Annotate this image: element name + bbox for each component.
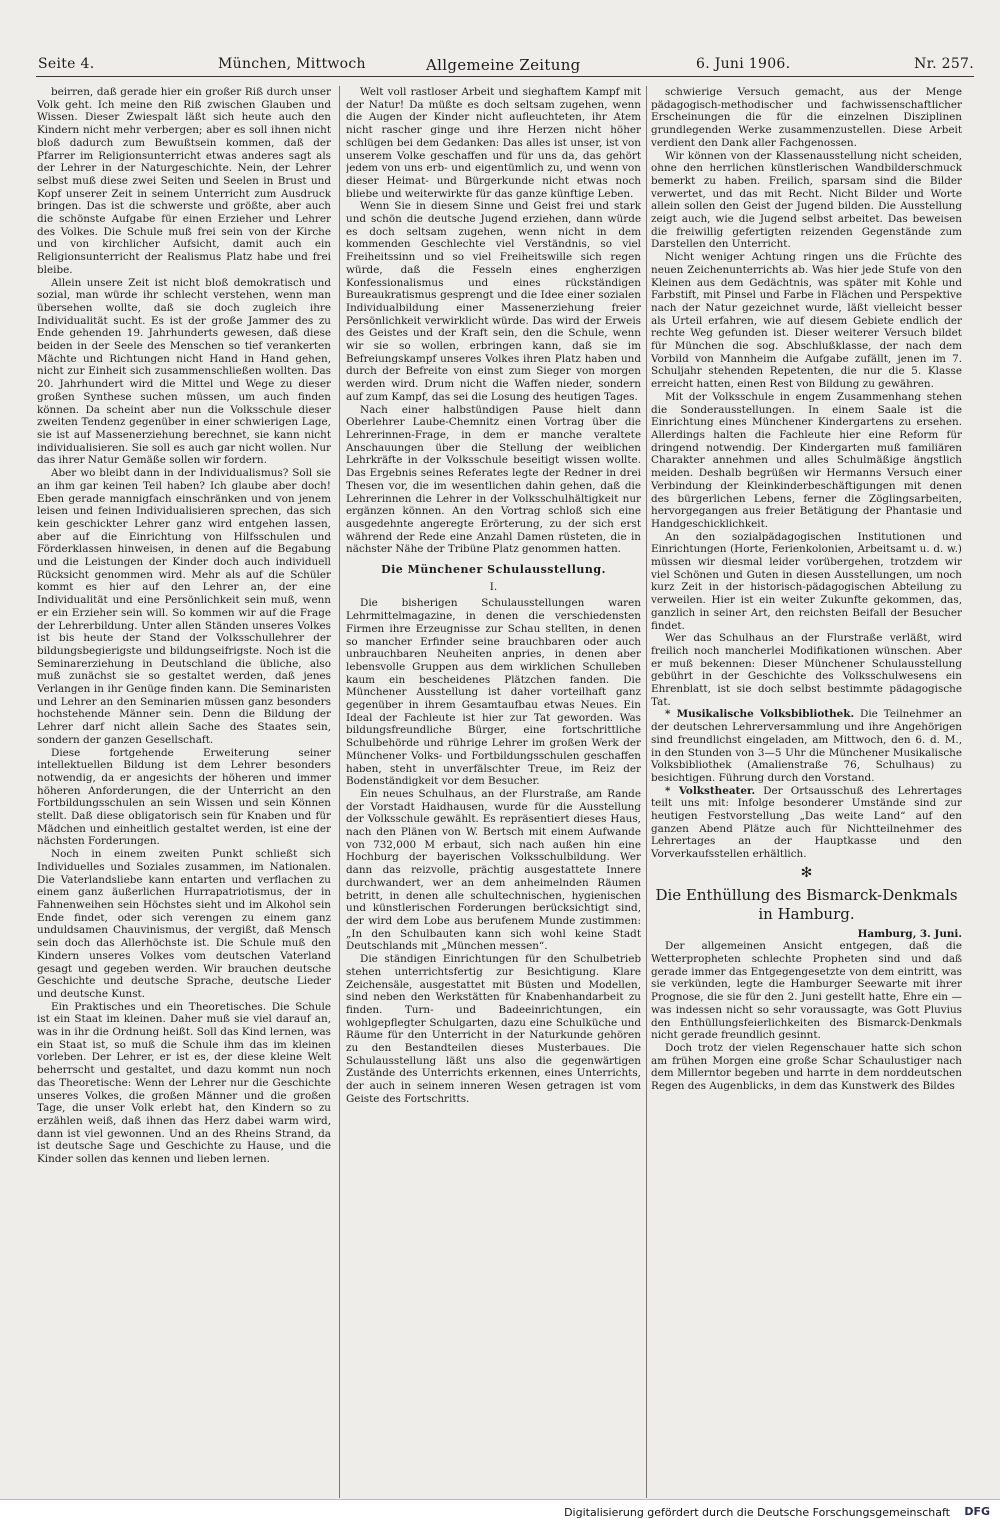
paragraph: Ein Praktisches und ein Theoretisches. Die Schule ist ein Staat im kleinen. Daher muß sie viel darauf an, was in ihr die Ordnung heißt. Soll das Kind lernen, was ein Staat ist, so muß die Schule ihm das im kleinen vorleben. Der Lehrer, er ist es, der diese kleine Welt beherrscht und gestaltet, und dazu kommt nun noch das Theoretische: Wenn der Lehrer nur die Geschichte unseres Volkes, die großen Männer und die großen Tage, die unser Volk erlebt hat, den Kindern so zu erzählen weiß, daß ihnen das Herz dabei warm wird, dann ist viel gewonnen. Und an des Rheins Strand, da ist deutsche Sage und Geschichte zu Hause, und die Kinder sollen das kennen und lieben lernen. bbox=[37, 1000, 331, 1166]
column-3 bbox=[651, 86, 962, 1498]
paragraph: Aber wo bleibt dann in der Individualismus? Soll sie an ihm gar keinen Teil haben? Ich glaube aber doch! Eben gerade mannigfach einschränken und von jenem leisen und feinen Individualisieren sprechen, das sich kein geschickter Lehrer ganz wird entgehen lassen, aber auf die Einrichtung von Hilfsschulen und Förderklassen hinweisen, in denen auf die Begabung und die Leistungen der Kinder doch auch individuell Rücksicht genommen wird. Mehr als auf die Schüler kommt es hier auf den Lehrer an, der eine Individualität und eine Persönlichkeit sein muß, wenn er ein Erzieher sein will. So kommen wir auf die Frage der Lehrerbildung. Unter allen Ständen unseres Volkes ist bis heute der Stand der Volksschullehrer der bildungsbegierigste und bildungseifrigste. Noch ist die Seminarerziehung in Deutschland die übliche, also muß zunächst sie so gestaltet werden, daß jenes Verlangen in ihr Genüge finden kann. Die Seminaristen und Lehrer an den Seminarien müssen ganz besonders hochstehende Männer sein. Denn die Bildung der Lehrer darf nicht allein Sache des Staates sein, sondern der ganzen Gesellschaft. bbox=[37, 467, 331, 746]
paragraph: Die ständigen Einrichtungen für den Schulbetrieb stehen unterrichtsfertig zur Besichtigung. Klare Zeichensäle, ausgestattet mit Büsten und Modellen, sind neben den Werkstätten für Knabenhandarbeit zu finden. Turn- und Badeeinrichtungen, ein wohlgepflegter Schulgarten, dazu eine Schulküche und Räume für den Unterricht in der Naturkunde gehören zu den Bestandteilen dieses Musterbaues. Die Schulausstellung läßt uns also die gegenwärtigen Zustände des Unterrichts erkennen, eines Unterrichts, der auch in seinem inneren Wesen getragen ist vom Geiste des Fortschritts. bbox=[346, 953, 641, 1105]
page-number: Seite 4. bbox=[38, 56, 95, 72]
paragraph: An den sozialpädagogischen Institutionen und Einrichtungen (Horte, Ferienkolonien, Arbeitsamt u. d. w.) müssen wir diesmal leider vorübergehen, trotzdem wir viel Schönen und Guten in diesen Ausstellungen, um noch kurz Zeit in der historisch-pädagogischen Abteilung zu verweilen. Hier ist ein weiter Zukunfte gekommen, das, ganzlich in seiner Art, den reichsten Beifall der Besucher findet. bbox=[651, 530, 962, 632]
article-title: Die Enthüllung des Bismarck-Denkmals in Hamburg. bbox=[655, 885, 958, 923]
paragraph: Noch in einem zweiten Punkt schließt sich Individuelles und Soziales zusammen, im Nationalen. Die Vaterlandsliebe kann entarten und verflachen zu einem ganz äußerlichen Hurrapatriotismus, der in Fahnenweihen sein Höchstes sieht und im Alkohol sein Ende findet, oder sich verengen zu einem ganz unduldsamen Chauvinismus, der vergißt, daß Mensch sein doch das Allerhöchste ist. Die Schule muß den Kindern unseres Volkes vom deutschen Vaterland gesagt und gegeben werden. Wir brauchen deutsche Geschichte und deutsche Sprache, deutsche Lieder und deutsche Kunst. bbox=[37, 848, 331, 1000]
paragraph: Nicht weniger Achtung ringen uns die Früchte des neuen Zeichenunterrichts ab. Was hier jede Stufe von den Kleinen aus dem Gedächtnis, was später mit Kohle und Farbstift, mit Pinsel und Farbe in Flächen und Perspektive nach der Natur gezeichnet wurde, läßt vielleicht besser als Urteil erfahren, wie auf diesem Gebiete endlich der rechte Weg gefunden ist. Dieser weiterer Versuch bildet für München die sog. Abschlußklasse, der nach dem Vorbild von Mannheim die Aufgabe zufällt, jenen im 7. Schuljahr stehenden Repetenten, die nur die 5. Klasse erreicht hatten, einen Rest von Bildung zu gewähren. bbox=[651, 251, 962, 391]
section-number: I. bbox=[489, 580, 498, 593]
paragraph: Wer das Schulhaus an der Flurstraße verläßt, wird freilich noch mancherlei Modifikationen wünschen. Aber er muß bekennen: Dieser Münchener Schulausstellung gebührt in der Geschichte des Volksschulwesens ein Ehrenblatt, ist sie doch selbst bestimmte pädagogische Tat. bbox=[651, 632, 962, 708]
header-rule bbox=[36, 76, 974, 77]
paragraph: Nach einer halbstündigen Pause hielt dann Oberlehrer Laube-Chemnitz einen Vortrag über die Lehrerinnen-Frage, in dem er manche veraltete Anschauungen über die Stellung der weiblichen Lehrkräfte in der Volksschule beseitigt wissen wollte. Das Ergebnis seines Referates legte der Redner in drei Thesen vor, die im wesentlichen dahin gehen, daß die Lehrerinnen die Lehrer in der Volksschulhältigkeit nur ergänzen können. An den Vortrag schloß sich eine ausgedehnte angeregte Erörterung, zu der sich erst während der Rede eine Anzahl Damen rüsteten, die in nächster Nähe der Tribüne Platz genommen hatten. bbox=[346, 403, 641, 556]
notice-text: Die Teilnehmer an der deutschen Lehrerversammlung und ihre Angehörigen sind freundlichst eingeladen, am Mittwoch, den 6. d. M., in den Stunden von 3—5 Uhr die Münchener Musikalische Volksbibliothek (Amalienstraße 76, Schulhaus) zu besichtigen. Führung durch den Vorstand. bbox=[651, 708, 962, 784]
dfg-logo: DFG bbox=[964, 1505, 990, 1518]
page-header bbox=[38, 56, 974, 78]
paragraph: Mit der Volksschule in engem Zusammenhang stehen die Sonderausstellungen. In einem Saale ist die Einrichtung eines Münchener Kindergartens zu ersehen. Allerdings halten die Fachleute hier eine Reform für dringend notwendig. Der Kindergarten muß familiären Charakter annehmen und alles Schulmäßige ängstlich meiden. Deshalb begrüßen wir Hermanns Versuch einer Verbindung der Kleinkinderbeschäftigungen mit denen des bürgerlichen Lebens, ferner die Zöglingsarbeiten, hervorgegangen aus freier Betätigung der Phantasie und Handgeschicklichkeit. bbox=[651, 390, 962, 530]
paragraph: schwierige Versuch gemacht, aus der Menge pädagogisch-methodischer und fachwissenschaftlicher Erscheinungen die für die einzelnen Disziplinen grundlegenden Werke zusammenzustellen. Diese Arbeit verdient den Dank aller Fachgenossen. bbox=[651, 86, 962, 149]
place-day: München, Mittwoch bbox=[218, 56, 366, 72]
paragraph: Wenn Sie in diesem Sinne und Geist frei und stark und schön die deutsche Jugend erziehen, dann würde es doch seltsam zugehen, wenn nicht in dem kommenden Geschlechte viel Verständnis, so viel Freiheitssinn und so viel Freiheitswille sich regen würde, daß die Fesseln eines engherzigen Konfessionalismus und eines rückständigen Bureaukratismus gesprengt und die Idee einer sozialen Individualbildung einer Massenerziehung freier Persönlichkeit verwirklicht würde. Das wird der Erweis des Geistes und der Kraft sein, den die Schule, wenn wir sie so wollen, erbringen kann, daß sie im Befreiungskampf unseres Volkes ihren Platz haben und durch der Befreite von einst zum Sieger von morgen werden wird. Drum nicht die Waffen nieder, sondern auf zum Kampf, das sei die Losung des heutigen Tages. bbox=[346, 200, 641, 403]
paragraph: Diese fortgehende Erweiterung seiner intellektuellen Bildung ist dem Lehrer besonders notwendig, da er angesichts der höheren und immer höheren Anforderungen, die der Unterricht an den Fortbildungsschulen an sein Wissen und sein Können stellt. Daß diese obligatorisch sein für Knaben und für Mädchen und einheitlich gestaltet werden, ist eine der nächsten Forderungen. bbox=[37, 746, 331, 848]
section-ornament: ✻ bbox=[800, 864, 813, 881]
column-divider bbox=[646, 86, 647, 1498]
funding-credit: Digitalisierung gefördert durch die Deutsche Forschungsgemeinschaft bbox=[564, 1506, 950, 1519]
notice-item bbox=[651, 785, 962, 861]
paragraph: Die bisherigen Schulausstellungen waren Lehrmittelmagazine, in denen die verschiedensten Firmen ihre Erzeugnisse zur Schau stellten, in denen so mancher Erfinder seine brauchbaren oder auch unbrauchbaren Neuheiten anpries, in denen aber lebensvolle Gruppen aus dem wirklichen Schulleben kaum ein bescheidenes Plätzchen fanden. Die Münchener Ausstellung ist daher vorteilhaft ganz gegenüber in ihrem Gesamtaufbau etwas Neues. Ein Ideal der Fachleute ist hier zur Tat geworden. Was bildungsfreundliche Bürger, eine fortschrittliche Schulbehörde und rührige Lehrer im großen Werk der Münchener Volks- und Fortbildungsschulen geschaffen haben, steht in unverfälschter Treue, im Reiz der Bodenständigkeit vor dem Besucher. bbox=[346, 597, 641, 788]
issue-date: 6. Juni 1906. bbox=[696, 56, 791, 72]
section-heading: Die Münchener Schulausstellung. bbox=[381, 563, 606, 577]
notice-text: Der Ortsausschuß des Lehrertages teilt uns mit: Infolge besonderer Umstände sind zur heutigen Festvorstellung „Das weite Land“ auf den ganzen Abend Plätze auch für Nichtteilnehmer des Lehrertages an der Hauptkasse und den Vorverkaufsstellen erhältlich. bbox=[651, 784, 962, 861]
column-1 bbox=[37, 86, 331, 1498]
issue-number: Nr. 257. bbox=[914, 56, 974, 72]
column-divider bbox=[339, 86, 340, 1498]
paragraph: Wir können von der Klassenausstellung nicht scheiden, ohne den herrlichen künstlerischen Wandbilderschmuck bemerkt zu haben. Freilich, sparsam sind die Bilder verwertet, und das mit Recht. Nicht Bilder und Worte allein sollen den Geist der Jugend bilden. Die Ausstellung zeigt auch, wie die Jugend selbst arbeitet. Das beweisen die freiwillig gefertigten reizenden Gegenstände zum Darstellen den Unterricht. bbox=[651, 149, 962, 251]
column-2 bbox=[346, 86, 641, 1498]
paragraph: beirren, daß gerade hier ein großer Riß durch unser Volk geht. Ich meine den Riß zwischen Glauben und Wissen. Dieser Zwiespalt läßt sich heute auch den Kindern nicht mehr verbergen; aber es soll ihnen nicht bloß dadurch zum Bewußtsein kommen, daß der Pfarrer im Religionsunterricht etwas anderes sagt als der Lehrer in der Naturgeschichte. Nein, der Lehrer selbst muß diese zwei Seiten und Seelen in Brust und Kopf unserer Zeit in seinem Unterricht zum Ausdruck bringen. Das ist die schwerste und größte, aber auch die schönste Aufgabe für einen Erzieher und Lehrer des Volkes. Die Schule muß frei sein von der Kirche und von kirchlicher Aufsicht, damit auch ein Religionsunterricht der Realismus Platz habe und frei bleibe. bbox=[37, 86, 331, 276]
paragraph: Allein unsere Zeit ist nicht bloß demokratisch und sozial, man würde ihr schlecht verstehen, wenn man übersehen wollte, daß sie doch zugleich ihre Individualität sucht. Es ist der große Jammer des zu Ende gehenden 19. Jahrhunderts gewesen, daß diese beiden in der Seele des Menschen so tief verankerten Mächte und Richtungen nicht Hand in Hand gehen, nicht zur Einheit sich zusammenschließen wollten. Das 20. Jahrhundert wird die Mittel und Wege zu dieser großen Synthese suchen müssen, um auch finden können. Da scheint aber nun die Volksschule dieser zweiten Tendenz gegenüber in einer schwierigen Lage, sie ist auf Massenerziehung berechnet, sie kann nicht individualisieren. Sie soll es auch gar nicht wollen. Nur das ihrer Natur Gemäße sollen wir fordern. bbox=[37, 276, 331, 467]
paragraph: Ein neues Schulhaus, an der Flurstraße, am Rande der Vorstadt Haidhausen, wurde für die Ausstellung der Volksschule gewählt. Es repräsentiert dieses Haus, nach den Plänen von W. Bertsch mit einem Aufwande von 732,000 M erbaut, sich nach außen hin eine Hochburg der bayerischen Volksschulbildung. Wer dann das reizvolle, prächtig ausgestattete Innere durchwandert, wer an dem anheimelnden Räumen betritt, in denen alle schultechnischen, hygienischen und künstlerischen Forderungen berücksichtigt sind, der wird dem Lobe aus berufenem Munde zustimmen: „In den Schulbauten kann sich wohl keine Stadt Deutschlands mit „München messen“. bbox=[346, 787, 641, 953]
notice-item bbox=[651, 708, 962, 784]
paragraph: Doch trotz der vielen Regenschauer hatte sich schon am frühen Morgen eine große Schar Schaulustiger nach dem Millerntor begeben und harrte in dem norddeutschen Regen des Augenblicks, in dem das Kunstwerk des Bildes bbox=[651, 1041, 962, 1093]
paragraph: Welt voll rastloser Arbeit und sieghaftem Kampf mit der Natur! Da müßte es doch seltsam zugehen, wenn die Augen der Kinder nicht aufleuchteten, ihr Atem nicht rascher ginge und ihre Herzen nicht höher schlügen bei dem Gedanken: Das alles ist unser, ist von unserem Volke geschaffen und für uns da, das gehört jedem von uns erb- und eigentümlich zu, und wenn von dieser Heimat- und Bürgerkunde nicht etwas noch bliebe und weiterwirkte für das ganze künftige Leben. bbox=[346, 86, 641, 200]
notice-title: * Musikalische Volksbibliothek. bbox=[665, 708, 855, 721]
paragraph: Der allgemeinen Ansicht entgegen, daß die Wetterpropheten schlechte Propheten sind und daß gerade immer das Entgegengesetzte von dem eintritt, was sie verkünden, legte die Hamburger Seewarte mit ihrer Prognose, die sie für den 2. Juni gestellt hatte, Ehre ein — was indessen nicht so sehr voraussagte, was Gott Pluvius den Enthüllungsfeierlichkeiten des Bismarck-Denkmals nicht gerade freundlich gesinnt. bbox=[651, 940, 962, 1042]
digitization-footer bbox=[0, 1499, 1000, 1526]
newspaper-title: Allgemeine Zeitung bbox=[426, 56, 581, 74]
notice-title: * Volkstheater. bbox=[665, 784, 756, 797]
dateline: Hamburg, 3. Juni. bbox=[857, 927, 962, 940]
